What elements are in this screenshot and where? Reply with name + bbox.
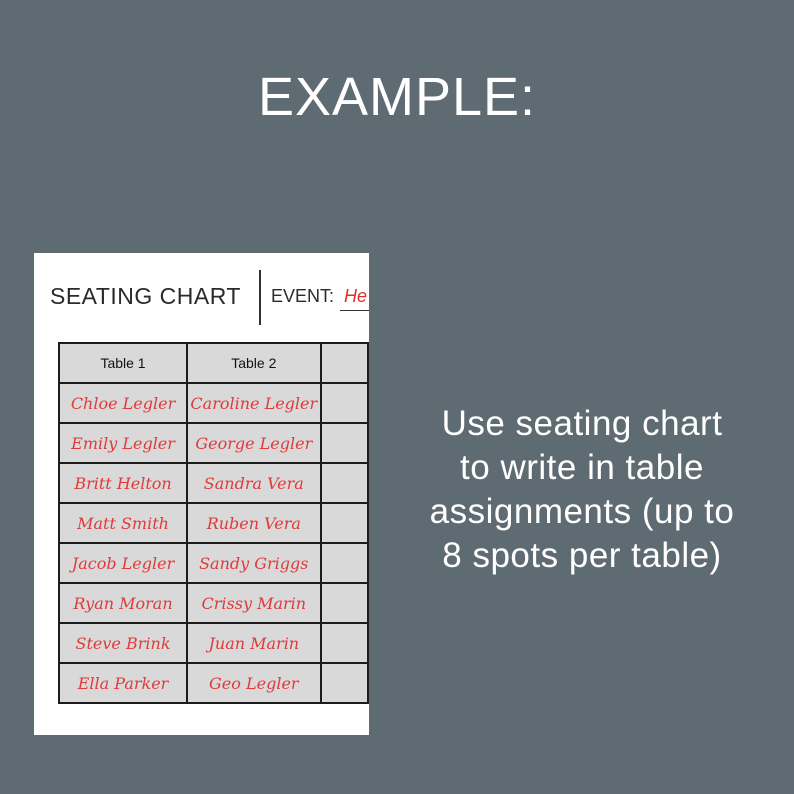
table-cell: Ruben Vera	[187, 503, 320, 543]
table-row	[59, 543, 368, 583]
table-cell	[321, 663, 368, 703]
column-header: Table 2	[187, 343, 320, 383]
title-divider	[259, 270, 261, 325]
table-cell: George Legler	[187, 423, 320, 463]
table-cell: Ella Parker	[59, 663, 187, 703]
table-row	[59, 583, 368, 623]
column-header	[321, 343, 368, 383]
table-cell: Crissy Marin	[187, 583, 320, 623]
table-cell	[321, 623, 368, 663]
table-row	[59, 623, 368, 663]
table-cell: Geo Legler	[187, 663, 320, 703]
caption-line: to write in table	[460, 448, 704, 487]
table-cell	[321, 383, 368, 423]
caption-line: assignments (up to	[429, 492, 735, 531]
table-cell: Sandy Griggs	[187, 543, 320, 583]
table-row	[59, 503, 368, 543]
table-cell: Ryan Moran	[59, 583, 187, 623]
table-row	[59, 383, 368, 423]
column-header: Table 1	[59, 343, 187, 383]
caption-line: 8 spots per table)	[442, 536, 722, 575]
table-row	[59, 663, 368, 703]
table-cell	[321, 423, 368, 463]
table-cell	[321, 543, 368, 583]
table-cell: Steve Brink	[59, 623, 187, 663]
example-heading: EXAMPLE:	[257, 67, 537, 127]
table-cell: Emily Legler	[59, 423, 187, 463]
seating-table	[58, 342, 369, 704]
table-cell: Jacob Legler	[59, 543, 187, 583]
table-header-row	[59, 343, 368, 383]
table-cell: Juan Marin	[187, 623, 320, 663]
caption-line: Use seating chart	[441, 404, 723, 443]
seating-chart-sheet	[34, 253, 369, 735]
caption-text	[400, 402, 764, 578]
event-label: EVENT:	[271, 286, 335, 306]
sheet-title: SEATING CHART	[50, 283, 241, 309]
table-cell: Chloe Legler	[59, 383, 187, 423]
event-value: He	[344, 286, 368, 306]
table-cell	[321, 583, 368, 623]
table-cell	[321, 463, 368, 503]
table-cell: Caroline Legler	[187, 383, 320, 423]
table-cell: Matt Smith	[59, 503, 187, 543]
table-cell: Britt Helton	[59, 463, 187, 503]
table-row	[59, 463, 368, 503]
table-row	[59, 423, 368, 463]
table-cell	[321, 503, 368, 543]
event-underline	[340, 310, 369, 311]
table-cell: Sandra Vera	[187, 463, 320, 503]
